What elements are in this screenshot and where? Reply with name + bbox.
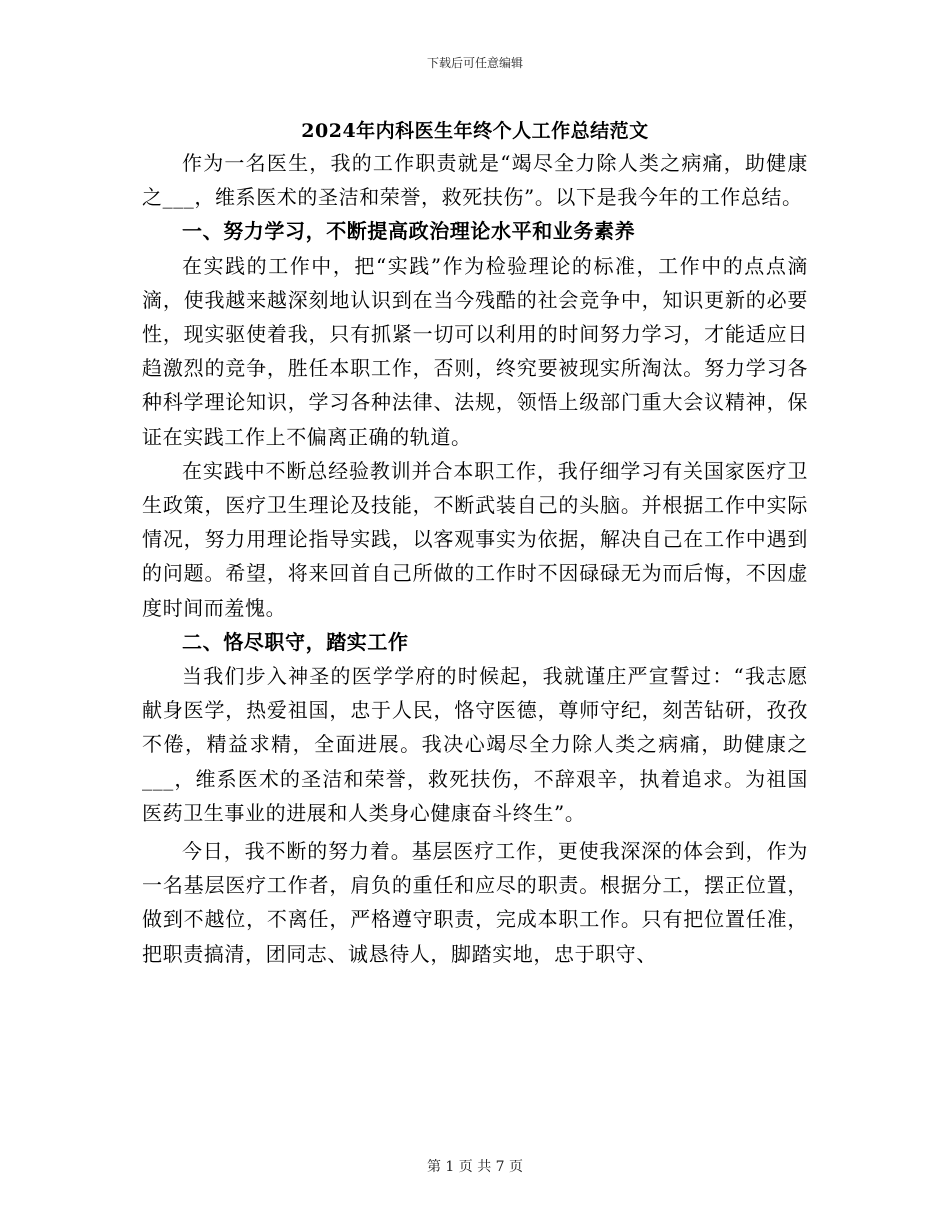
- section-heading-1: 一、努力学习，不断提高政治理论水平和业务素养: [182, 219, 636, 244]
- paragraph-study-2: 在实践中不断总经验教训并合本职工作，我仔细学习有关国家医疗卫生政策，医疗卫生理论及技能，不断武装自己的头脑。并根据工作中实际情况，努力用理论指导实践，以客观事实为依据，解决自己在工作中遇到的问题。希望，将来回首自己所做的工作时不因碌碌无为而后悔，不因虚度时间而羞愧。: [142, 458, 808, 620]
- document-body: [142, 146, 808, 971]
- document-title: 2024年内科医生年终个人工作总结范文: [301, 120, 649, 142]
- paragraph-intro: 作为一名医生，我的工作职责就是“竭尽全力除人类之病痛，助健康之___，维系医术的圣洁和荣誉，救死扶伤”。以下是我今年的工作总结。: [142, 151, 808, 210]
- section-heading-2: 二、恪尽职守，踏实工作: [182, 629, 409, 654]
- paragraph-study-1: 在实践的工作中，把“实践”作为检验理论的标准，工作中的点点滴滴，使我越来越深刻地认识到在当今残酷的社会竞争中，知识更新的必要性，现实驱使着我，只有抓紧一切可以利用的时间努力学习，才能适应日趋激烈的竞争，胜任本职工作，否则，终究要被现实所淘汰。努力学习各种科学理论知识，学习各种法律、法规，领悟上级部门重大会议精神，保证在实践工作上不偏离正确的轨道。: [142, 253, 808, 449]
- paragraph-oath: 当我们步入神圣的医学学府的时候起，我就谨庄严宣誓过：“我志愿献身医学，热爱祖国，忠于人民，恪守医德，尊师守纪，刻苦钻研，孜孜不倦，精益求精，全面进展。我决心竭尽全力除人类之病痛，助健康之___，维系医术的圣洁和荣誉，救死扶伤，不辞艰辛，执着追求。为祖国医药卫生事业的进展和人类身心健康奋斗终生”。: [142, 664, 808, 825]
- header-note: 下载后可任意编辑: [426, 56, 523, 70]
- paragraph-today: 今日，我不断的努力着。基层医疗工作，更使我深深的体会到，作为一名基层医疗工作者，肩负的重任和应尽的职责。根据分工，摆正位置，做到不越位，不离任，严格遵守职责，完成本职工作。只有把位置任准，把职责搞清，团同志、诚恳待人，脚踏实地，忠于职守、: [142, 839, 808, 966]
- page-footer: 第 1 页 共 7 页: [426, 1159, 524, 1175]
